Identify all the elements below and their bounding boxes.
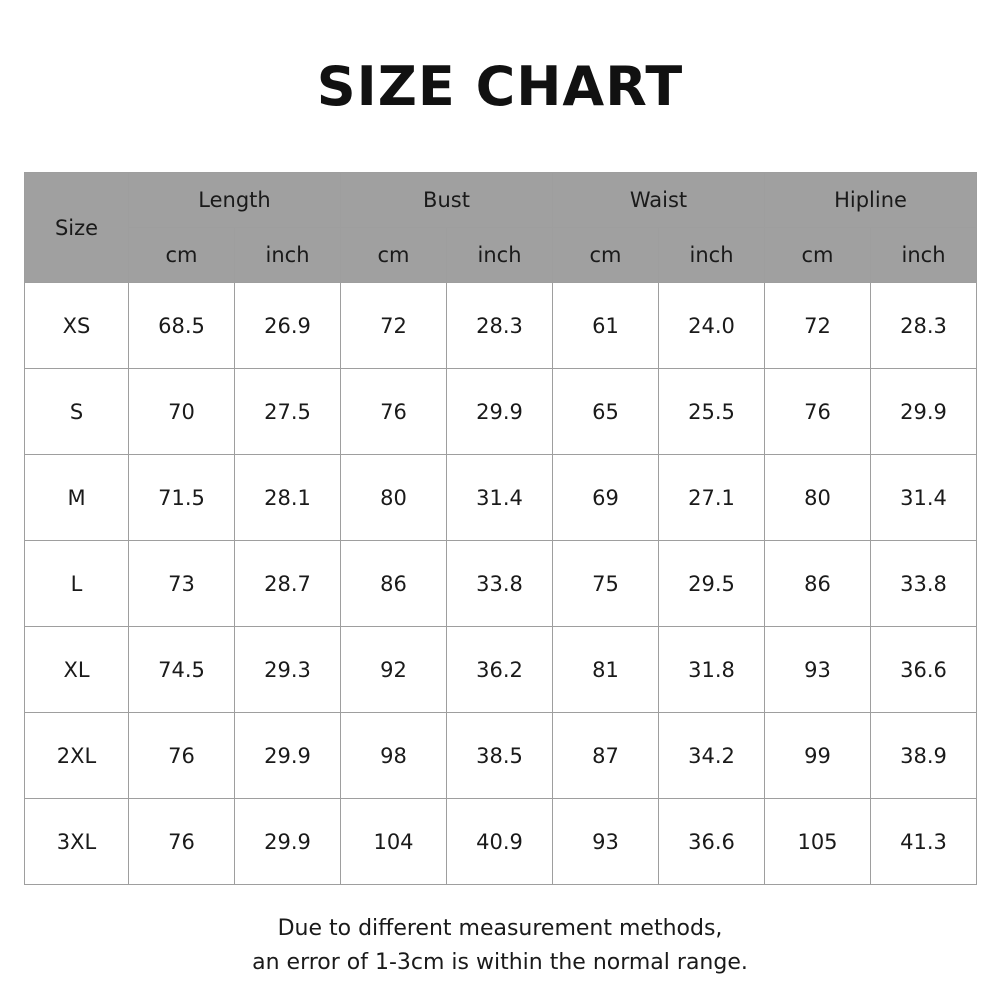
cell-length-cm: 76 (129, 713, 235, 799)
cell-bust-cm: 104 (341, 799, 447, 885)
cell-waist-inch: 36.6 (659, 799, 765, 885)
cell-hipline-inch: 33.8 (871, 541, 977, 627)
cell-hipline-inch: 38.9 (871, 713, 977, 799)
unit-header-waist-cm: cm (553, 228, 659, 283)
unit-header-hipline-cm: cm (765, 228, 871, 283)
row-size-label: M (25, 455, 129, 541)
column-header-hipline: Hipline (765, 173, 977, 228)
disclaimer-line-1: Due to different measurement methods, (277, 916, 723, 941)
table-row (25, 369, 977, 455)
cell-length-cm: 76 (129, 799, 235, 885)
column-header-waist: Waist (553, 173, 765, 228)
cell-waist-cm: 93 (553, 799, 659, 885)
table-row (25, 541, 977, 627)
cell-hipline-cm: 93 (765, 627, 871, 713)
table-row (25, 283, 977, 369)
cell-length-inch: 29.9 (235, 713, 341, 799)
cell-hipline-inch: 28.3 (871, 283, 977, 369)
cell-waist-cm: 81 (553, 627, 659, 713)
cell-length-cm: 71.5 (129, 455, 235, 541)
column-header-size: Size (25, 173, 129, 283)
row-size-label: XL (25, 627, 129, 713)
cell-hipline-cm: 99 (765, 713, 871, 799)
cell-waist-cm: 65 (553, 369, 659, 455)
cell-waist-inch: 31.8 (659, 627, 765, 713)
unit-header-length-inch: inch (235, 228, 341, 283)
cell-hipline-inch: 36.6 (871, 627, 977, 713)
table-header (25, 173, 977, 283)
cell-waist-inch: 27.1 (659, 455, 765, 541)
cell-waist-cm: 87 (553, 713, 659, 799)
cell-bust-cm: 92 (341, 627, 447, 713)
cell-hipline-cm: 72 (765, 283, 871, 369)
cell-hipline-inch: 29.9 (871, 369, 977, 455)
measurement-disclaimer (0, 912, 1000, 980)
cell-length-inch: 27.5 (235, 369, 341, 455)
column-header-bust: Bust (341, 173, 553, 228)
column-header-length: Length (129, 173, 341, 228)
table-header-group-row (25, 173, 977, 228)
cell-length-inch: 29.3 (235, 627, 341, 713)
unit-header-hipline-inch: inch (871, 228, 977, 283)
cell-length-cm: 74.5 (129, 627, 235, 713)
cell-bust-inch: 36.2 (447, 627, 553, 713)
row-size-label: 2XL (25, 713, 129, 799)
cell-bust-inch: 40.9 (447, 799, 553, 885)
unit-header-bust-cm: cm (341, 228, 447, 283)
cell-bust-cm: 86 (341, 541, 447, 627)
cell-waist-cm: 69 (553, 455, 659, 541)
unit-header-bust-inch: inch (447, 228, 553, 283)
cell-hipline-cm: 105 (765, 799, 871, 885)
unit-header-waist-inch: inch (659, 228, 765, 283)
table-row (25, 627, 977, 713)
cell-hipline-cm: 76 (765, 369, 871, 455)
cell-length-cm: 73 (129, 541, 235, 627)
row-size-label: XS (25, 283, 129, 369)
cell-bust-inch: 33.8 (447, 541, 553, 627)
cell-bust-inch: 28.3 (447, 283, 553, 369)
cell-hipline-cm: 80 (765, 455, 871, 541)
cell-bust-cm: 98 (341, 713, 447, 799)
cell-waist-cm: 75 (553, 541, 659, 627)
cell-length-inch: 29.9 (235, 799, 341, 885)
cell-bust-cm: 72 (341, 283, 447, 369)
cell-waist-inch: 25.5 (659, 369, 765, 455)
cell-length-inch: 28.1 (235, 455, 341, 541)
table-row (25, 799, 977, 885)
unit-header-length-cm: cm (129, 228, 235, 283)
cell-hipline-cm: 86 (765, 541, 871, 627)
cell-length-cm: 70 (129, 369, 235, 455)
size-chart-table-container (24, 172, 976, 885)
cell-length-inch: 26.9 (235, 283, 341, 369)
cell-length-cm: 68.5 (129, 283, 235, 369)
cell-bust-inch: 29.9 (447, 369, 553, 455)
table-row (25, 455, 977, 541)
table-row (25, 713, 977, 799)
row-size-label: S (25, 369, 129, 455)
cell-hipline-inch: 41.3 (871, 799, 977, 885)
cell-waist-inch: 29.5 (659, 541, 765, 627)
cell-bust-cm: 80 (341, 455, 447, 541)
disclaimer-line-2: an error of 1-3cm is within the normal range. (252, 950, 748, 975)
table-header-unit-row (25, 228, 977, 283)
cell-bust-inch: 38.5 (447, 713, 553, 799)
cell-bust-cm: 76 (341, 369, 447, 455)
cell-waist-cm: 61 (553, 283, 659, 369)
row-size-label: 3XL (25, 799, 129, 885)
cell-waist-inch: 34.2 (659, 713, 765, 799)
cell-length-inch: 28.7 (235, 541, 341, 627)
cell-hipline-inch: 31.4 (871, 455, 977, 541)
cell-bust-inch: 31.4 (447, 455, 553, 541)
size-chart-table (24, 172, 977, 885)
page-title: SIZE CHART (316, 55, 684, 118)
row-size-label: L (25, 541, 129, 627)
table-body (25, 283, 977, 885)
cell-waist-inch: 24.0 (659, 283, 765, 369)
